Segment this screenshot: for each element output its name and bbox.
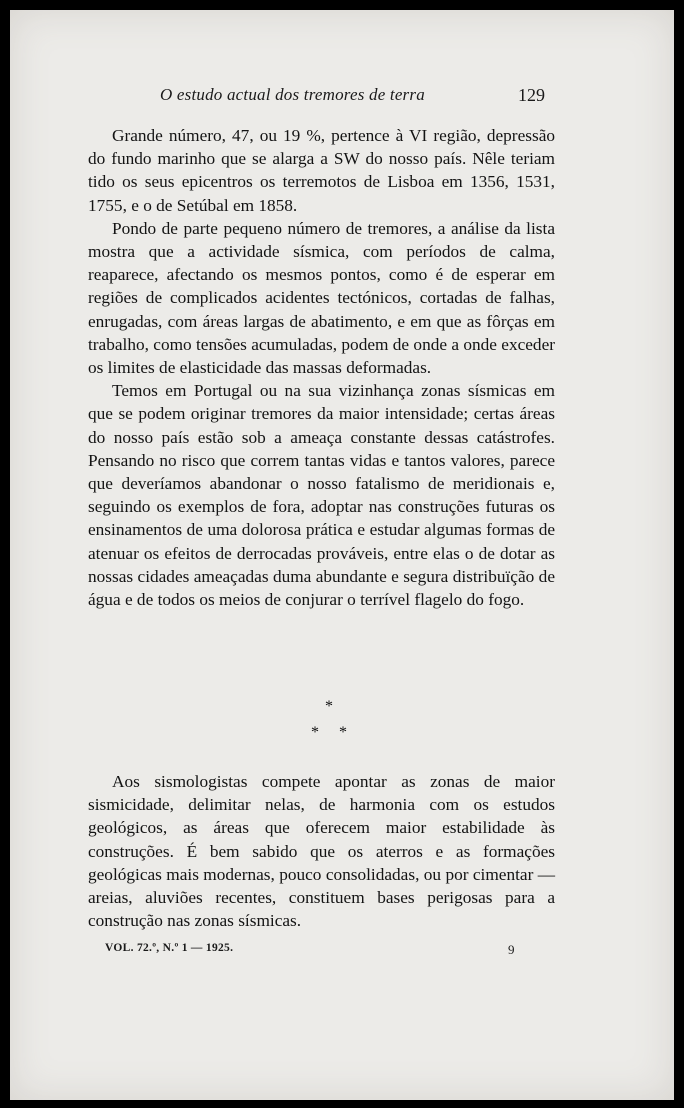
signature-mark: 9 <box>508 942 515 957</box>
page-header <box>10 82 674 112</box>
asterisk: * <box>325 698 333 715</box>
paragraph: Temos em Portugal ou na sua vizinhança zonas sísmicas em que se podem originar tremores da maior intensidade; certas áreas do nosso país estão sob a ameaça constante dessas catástrofes. Pensando no risco que correm tantas vidas e tantos valores, parece que deveríamos abandonar o nosso fatalismo de meridionais e, seguindo os exemplos de fora, adoptar nas construções futuras os ensinamentos de uma dolorosa prática e estudar algumas formas de atenuar os efeitos de derrocadas prováveis, entre elas o de dotar as nossas cidades ameaçadas duma abundante e segura distribuïção de água e de todos os meios de conjurar o terrível flagelo do fogo. <box>88 381 555 610</box>
paragraph: Aos sismologistas compete apontar as zonas de maior sismicidade, delimitar nelas, de harmonia com os estudos geológicos, as áreas que oferecem maior estabilidade às construções. É bem sabido que os aterros e as formações geológicas mais modernas, pouco consolidadas, ou por cimentar — areias, aluviões recentes, constituem bases perigosas para a construção nas zonas sísmicas. <box>88 772 555 931</box>
asterisk: * <box>339 724 347 741</box>
running-title: O estudo actual dos tremores de terra <box>160 85 425 104</box>
footer-citation: VOL. 72.º, N.º 1 — 1925. <box>105 942 234 954</box>
asterism-top <box>0 698 661 716</box>
asterisk: * <box>311 724 319 741</box>
page-footer <box>10 938 674 958</box>
body-text <box>88 124 555 611</box>
paragraph: Pondo de parte pequeno número de tremores, a análise da lista mostra que a actividade sísmica, com períodos de calma, reaparece, afectando os mesmos pontos, como é de esperar em regiões de complicados acidentes tectónicos, cortadas de falhas, enrugadas, com áreas largas de abatimento, e em que as fôrças em trabalho, como tensões acumuladas, podem de onde a onde exceder os limites de elasticidade das massas deformadas. <box>88 218 555 378</box>
page-number: 129 <box>518 85 545 105</box>
paragraph: Grande número, 47, ou 19 %, pertence à VI região, depressão do fundo marinho que se alarga a SW do nosso país. Nêle teriam tido os seus epicentros os terremotos de Lisboa em 1356, 1531, 1755, e o de Setúbal em 1858. <box>88 126 555 215</box>
asterism-bottom <box>0 724 661 742</box>
book-page <box>10 10 674 1100</box>
body-text-section-2 <box>88 770 555 932</box>
